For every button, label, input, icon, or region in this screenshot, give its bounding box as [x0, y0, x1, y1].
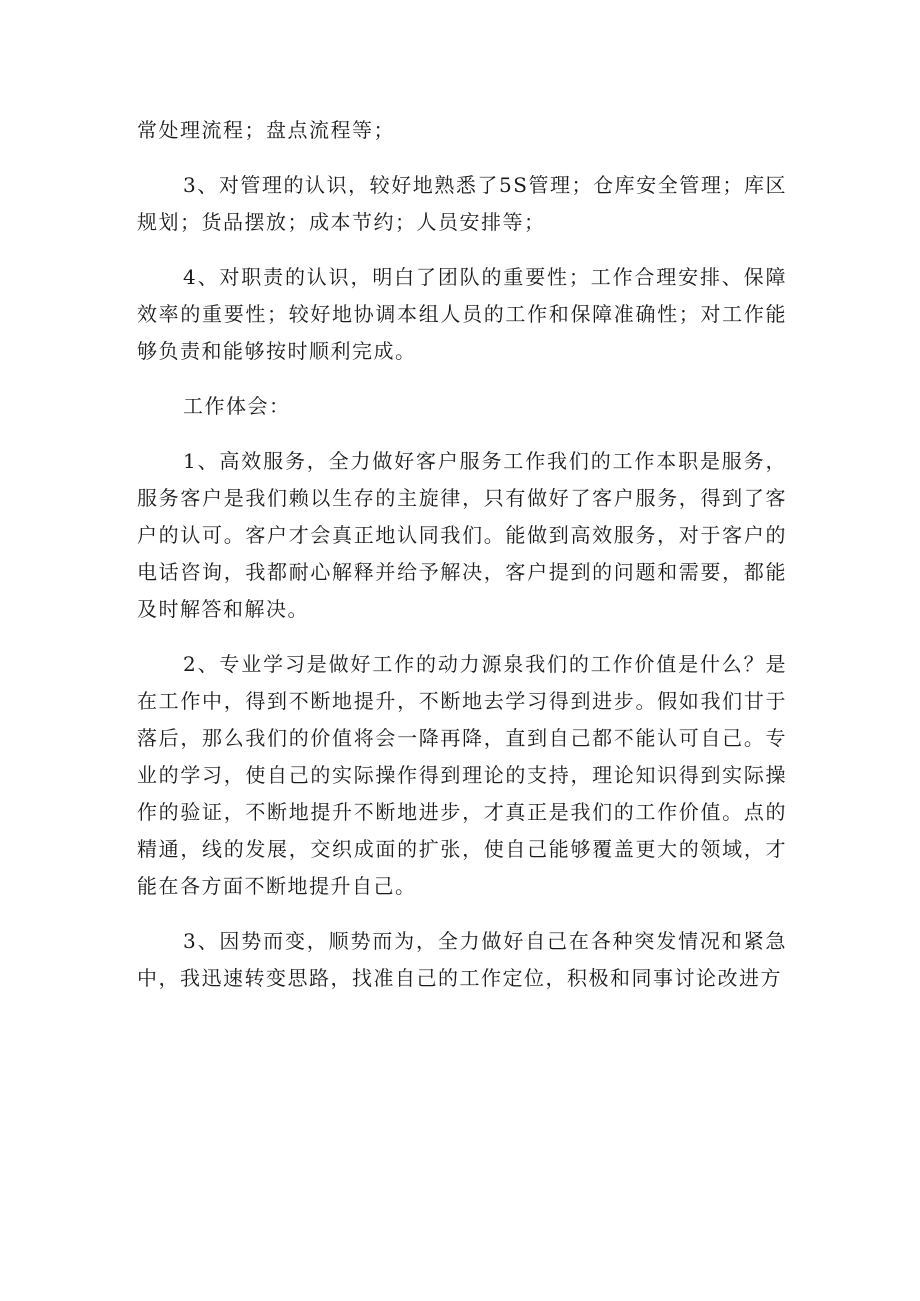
- paragraph-service: 1、高效服务，全力做好客户服务工作我们的工作本职是服务，服务客户是我们赖以生存的主旋律，只有做好了客户服务，得到了客户的认可。客户才会真正地认同我们。能做到高效服务，对于客户的电话咨询，我都耐心解释并给予解决，客户提到的问题和需要，都能及时解答和解决。: [137, 449, 787, 621]
- paragraph-management: 3、对管理的认识，较好地熟悉了5S管理；仓库安全管理；库区规划；货品摆放；成本节约；人员安排等；: [137, 173, 787, 234]
- document-body: [137, 112, 787, 1015]
- paragraph-adaptation: 3、因势而变，顺势而为，全力做好自己在各种突发情况和紧急中，我迅速转变思路，找准自己的工作定位，积极和同事讨论改进方: [137, 929, 787, 990]
- section-heading-work-experience: 工作体会：: [183, 394, 291, 418]
- paragraph-responsibility: 4、对职责的认识，明白了团队的重要性；工作合理安排、保障效率的重要性；较好地协调本组人员的工作和保障准确性；对工作能够负责和能够按时顺利完成。: [137, 265, 787, 363]
- paragraph-learning: 2、专业学习是做好工作的动力源泉我们的工作价值是什么？是在工作中，得到不断地提升，不断地去学习得到进步。假如我们甘于落后，那么我们的价值将会一降再降，直到自己都不能认可自己。专业的学习，使自己的实际操作得到理论的支持，理论知识得到实际操作的验证，不断地提升不断地进步，才真正是我们的工作价值。点的精通，线的发展，交织成面的扩张，使自己能够覆盖更大的领域，才能在各方面不断地提升自己。: [137, 652, 787, 898]
- paragraph-continuation: 常处理流程；盘点流程等；: [137, 118, 395, 142]
